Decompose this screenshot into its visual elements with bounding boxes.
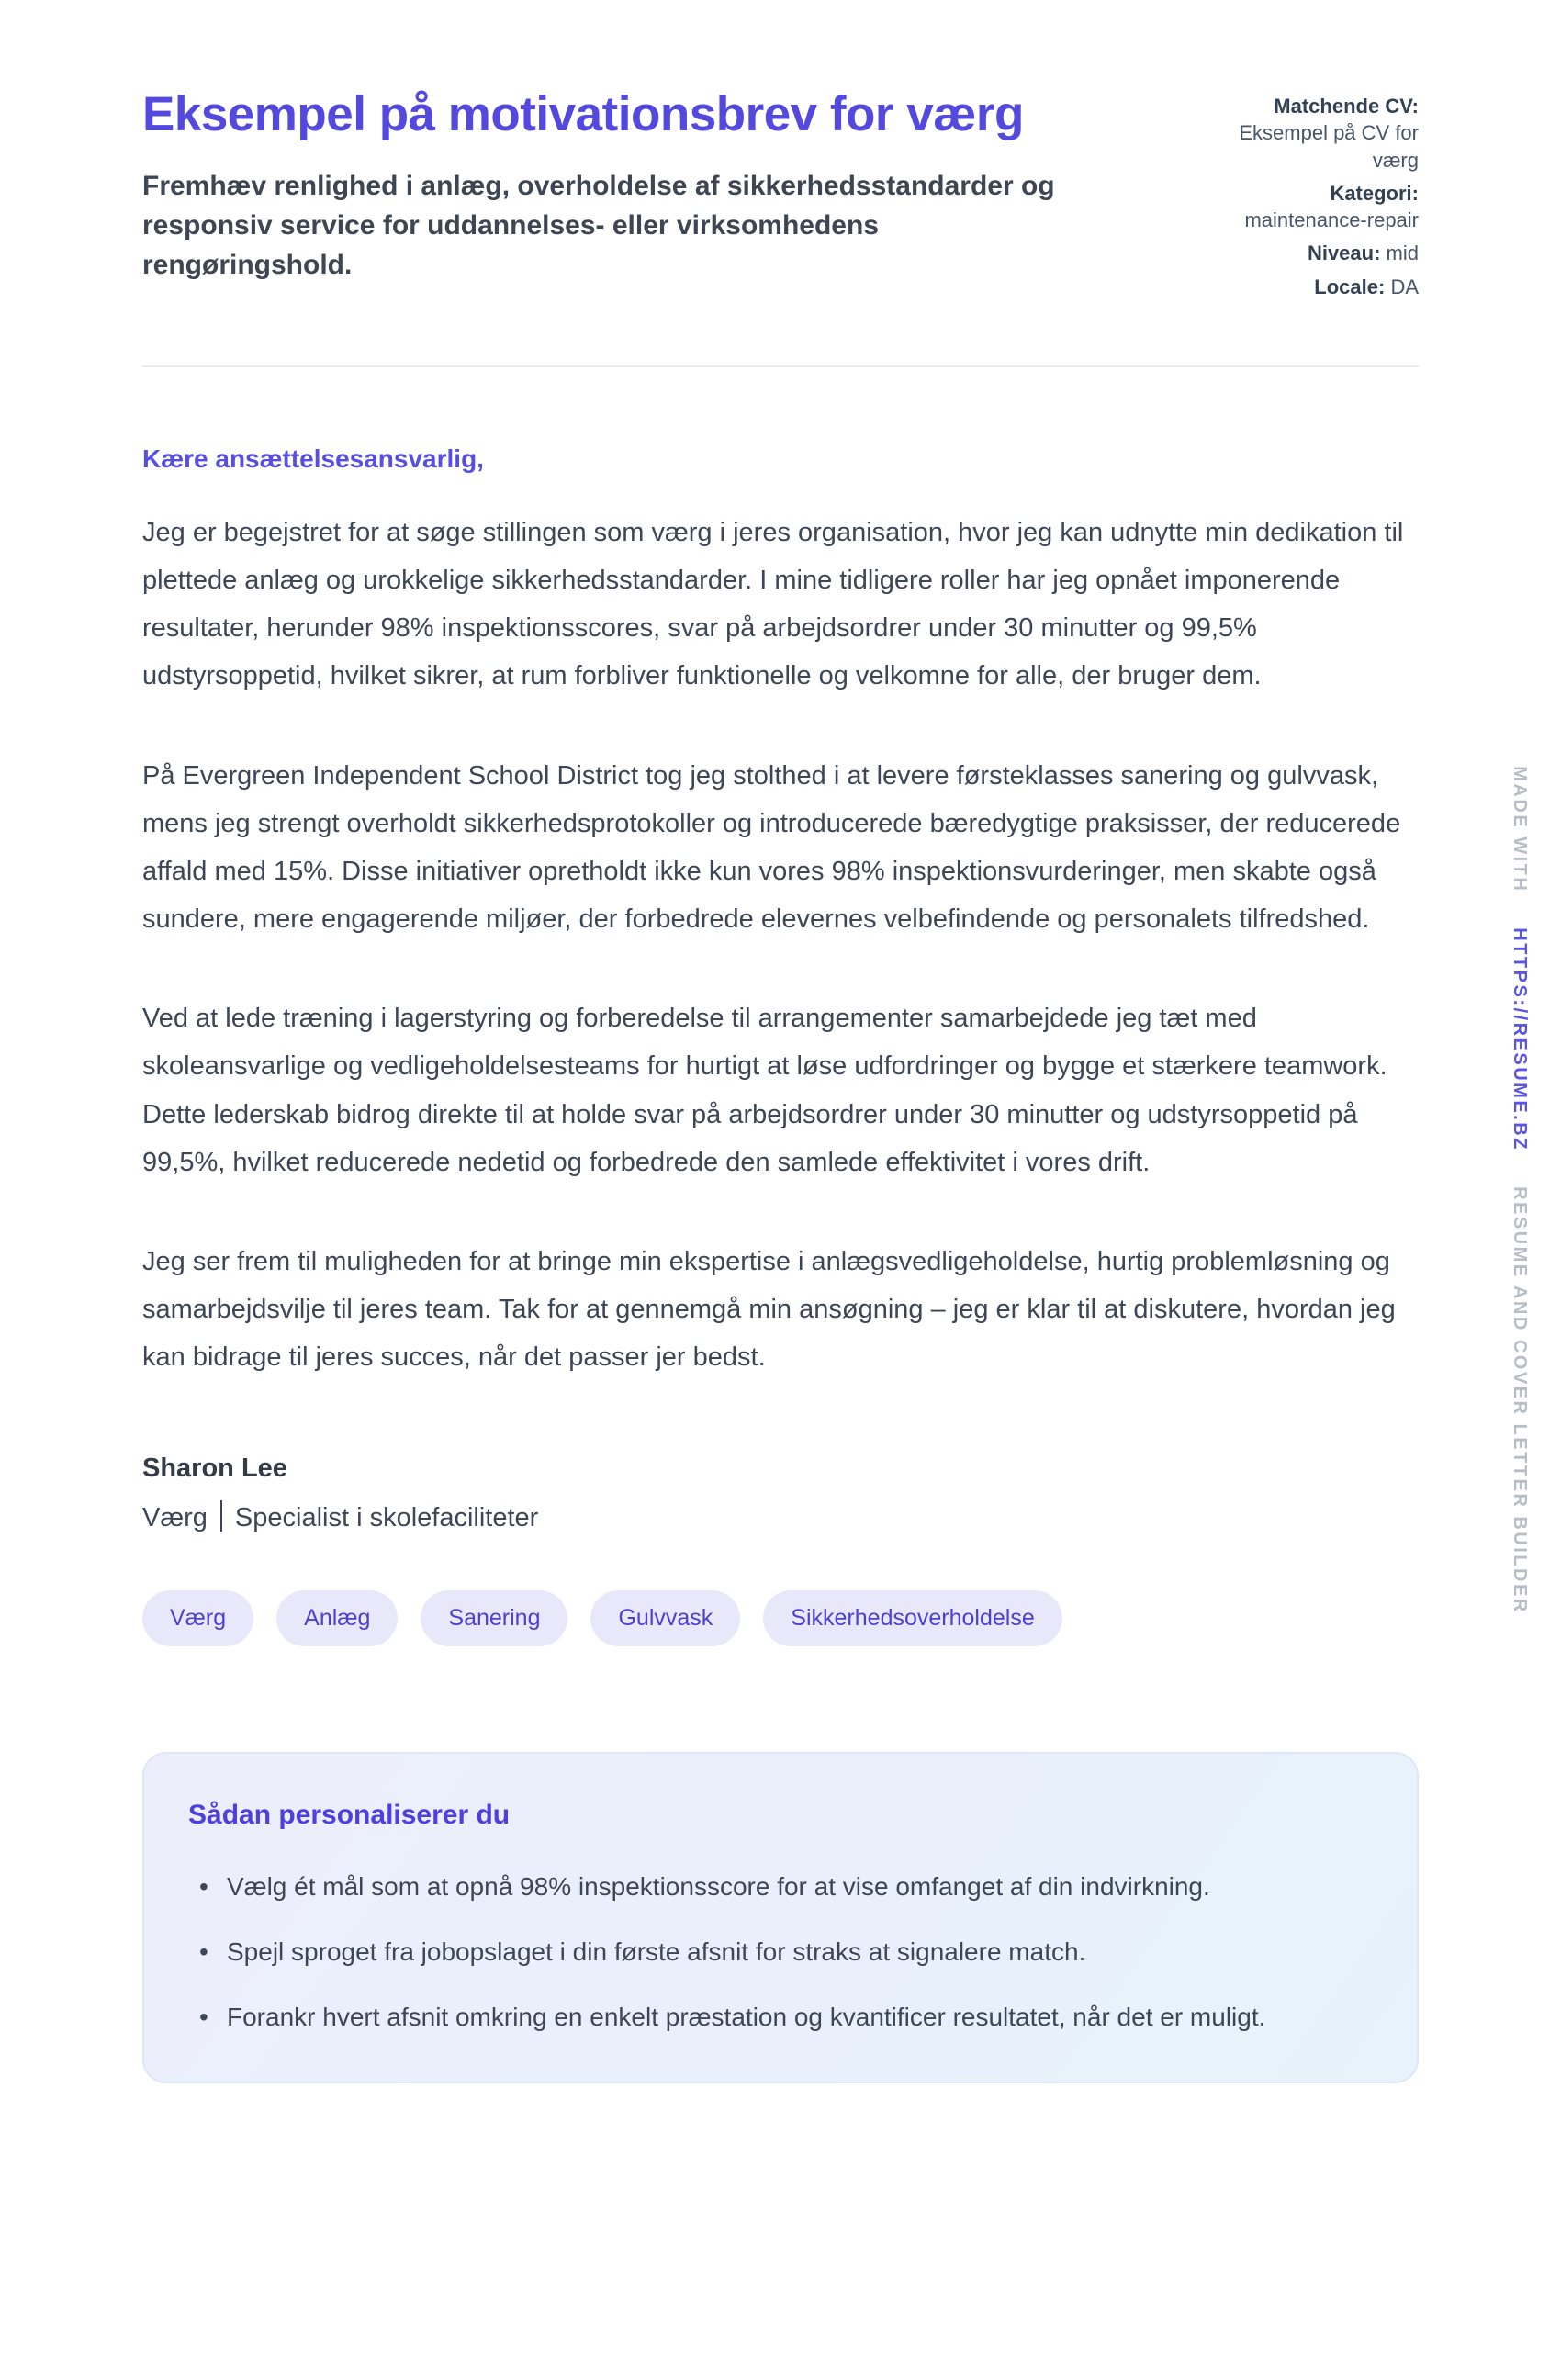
header-divider [142, 365, 1419, 367]
letter-paragraph: Jeg ser frem til muligheden for at bringe min ekspertise i anlægsvedligeholdelse, hurtig problemløsning og samarbejdsvilje til jeres team. Tak for at gennemgå min ansøgning – jeg er klar til at diskutere, hvordan jeg kan bidrage til jeres succes, når det passer jer bedst. [142, 1247, 1396, 1373]
tip-item: • Spejl sproget fra jobopslaget i din første afsnit for straks at signalere match. [188, 1929, 1362, 1974]
ribbon-prefix: MADE WITH [1510, 766, 1530, 893]
resume-bz-link[interactable]: HTTPS://RESUME.BZ [1510, 927, 1530, 1151]
tips-list [188, 1864, 1362, 2039]
made-with-ribbon [1509, 766, 1530, 1613]
meta-locale [1221, 274, 1419, 300]
meta-value: Eksempel på CV for værg [1239, 121, 1419, 172]
tip-item: • Vælg ét mål som at opnå 98% inspektionsscore for at vise omfanget af din indvirkning. [188, 1864, 1362, 1909]
letter-paragraph: Ved at lede træning i lagerstyring og forberedelse til arrangementer samarbejdede jeg tæt med skoleansvarlige og vedligeholdelsesteams for hurtigt at løse udfordringer og bygge et stærkere teamwork. Dette lederskab bidrog direkte til at holde svar på arbejdsordrer under 30 minutter og udstyrsoppetid på 99,5%, hvilket reducerede nedetid og forbedrede den samlede effektivitet i vores drift. [142, 1004, 1387, 1177]
meta-category [1221, 180, 1419, 234]
letter-paragraph: Jeg er begejstret for at søge stillingen som værg i jeres organisation, hvor jeg kan udnytte min dedikation til plettede anlæg og urokkelige sikkerhedsstandarder. I mine tidligere roller har jeg opnået imponerende resultater, herunder 98% inspektionsscores, svar på arbejdsordrer under 30 minutter og 99,5% udstyrsoppetid, hvilket sikrer, at rum forbliver funktionelle og velkomne for alle, der bruger dem. [142, 517, 1404, 691]
letter-body [142, 444, 1419, 1533]
meta-label: Matchende CV: [1274, 95, 1419, 118]
meta-panel [1221, 87, 1419, 307]
letter-paragraph: På Evergreen Independent School District tog jeg stolthed i at levere førsteklasses sanering og gulvvask, mens jeg strengt overholdt sikkerhedsprotokoller og introducerede bæredygtige praksisser, der reducerede affald med 15%. Disse initiativer opretholdt ikke kun vores 98% inspektionsvurderinger, men skabte også sundere, mere engagerende miljøer, der forbedrede elevernes velbefindende og personalets tilfredshed. [142, 760, 1401, 935]
keyword-tag: Sikkerhedsoverholdelse [763, 1590, 1061, 1646]
meta-level [1221, 240, 1419, 266]
signature-role-specialty: Specialist i skolefaciliteter [234, 1502, 539, 1532]
meta-matching-cv [1221, 93, 1419, 174]
ribbon-suffix: RESUME AND COVER LETTER BUILDER [1510, 1186, 1530, 1614]
tips-heading: Sådan personaliserer du [188, 1799, 511, 1830]
header-title-block [142, 87, 1088, 307]
keyword-tag: Gulvvask [590, 1590, 740, 1646]
tip-item: • Forankr hvert afsnit omkring en enkelt præstation og kvantificer resultatet, når det er muligt. [188, 1994, 1362, 2039]
page-subtitle: Fremhæv renlighed i anlæg, overholdelse af sikkerhedsstandarder og responsiv service for uddannelses- eller virksomhedens rengøringshold. [142, 170, 1055, 280]
keyword-tag: Anlæg [276, 1590, 398, 1646]
header [142, 87, 1419, 307]
meta-label: Niveau: [1307, 241, 1381, 265]
keyword-tag: Sanering [421, 1590, 567, 1646]
meta-label: Locale: [1314, 275, 1386, 298]
meta-label: Kategori: [1330, 181, 1419, 205]
signature-role-title: Værg [142, 1502, 208, 1532]
letter-greeting: Kære ansættelsesansvarlig, [142, 443, 484, 473]
signature-role [142, 1500, 1419, 1533]
signature-name: Sharon Lee [142, 1453, 287, 1483]
signature-role-separator [220, 1500, 222, 1532]
meta-value: DA [1390, 275, 1419, 298]
keyword-tag-list [142, 1590, 1419, 1646]
meta-value: maintenance-repair [1244, 208, 1419, 231]
meta-value: mid [1386, 241, 1419, 265]
personalization-tips-box [142, 1752, 1419, 2083]
keyword-tag: Værg [142, 1590, 253, 1646]
page-title: Eksempel på motivationsbrev for værg [142, 87, 1024, 141]
